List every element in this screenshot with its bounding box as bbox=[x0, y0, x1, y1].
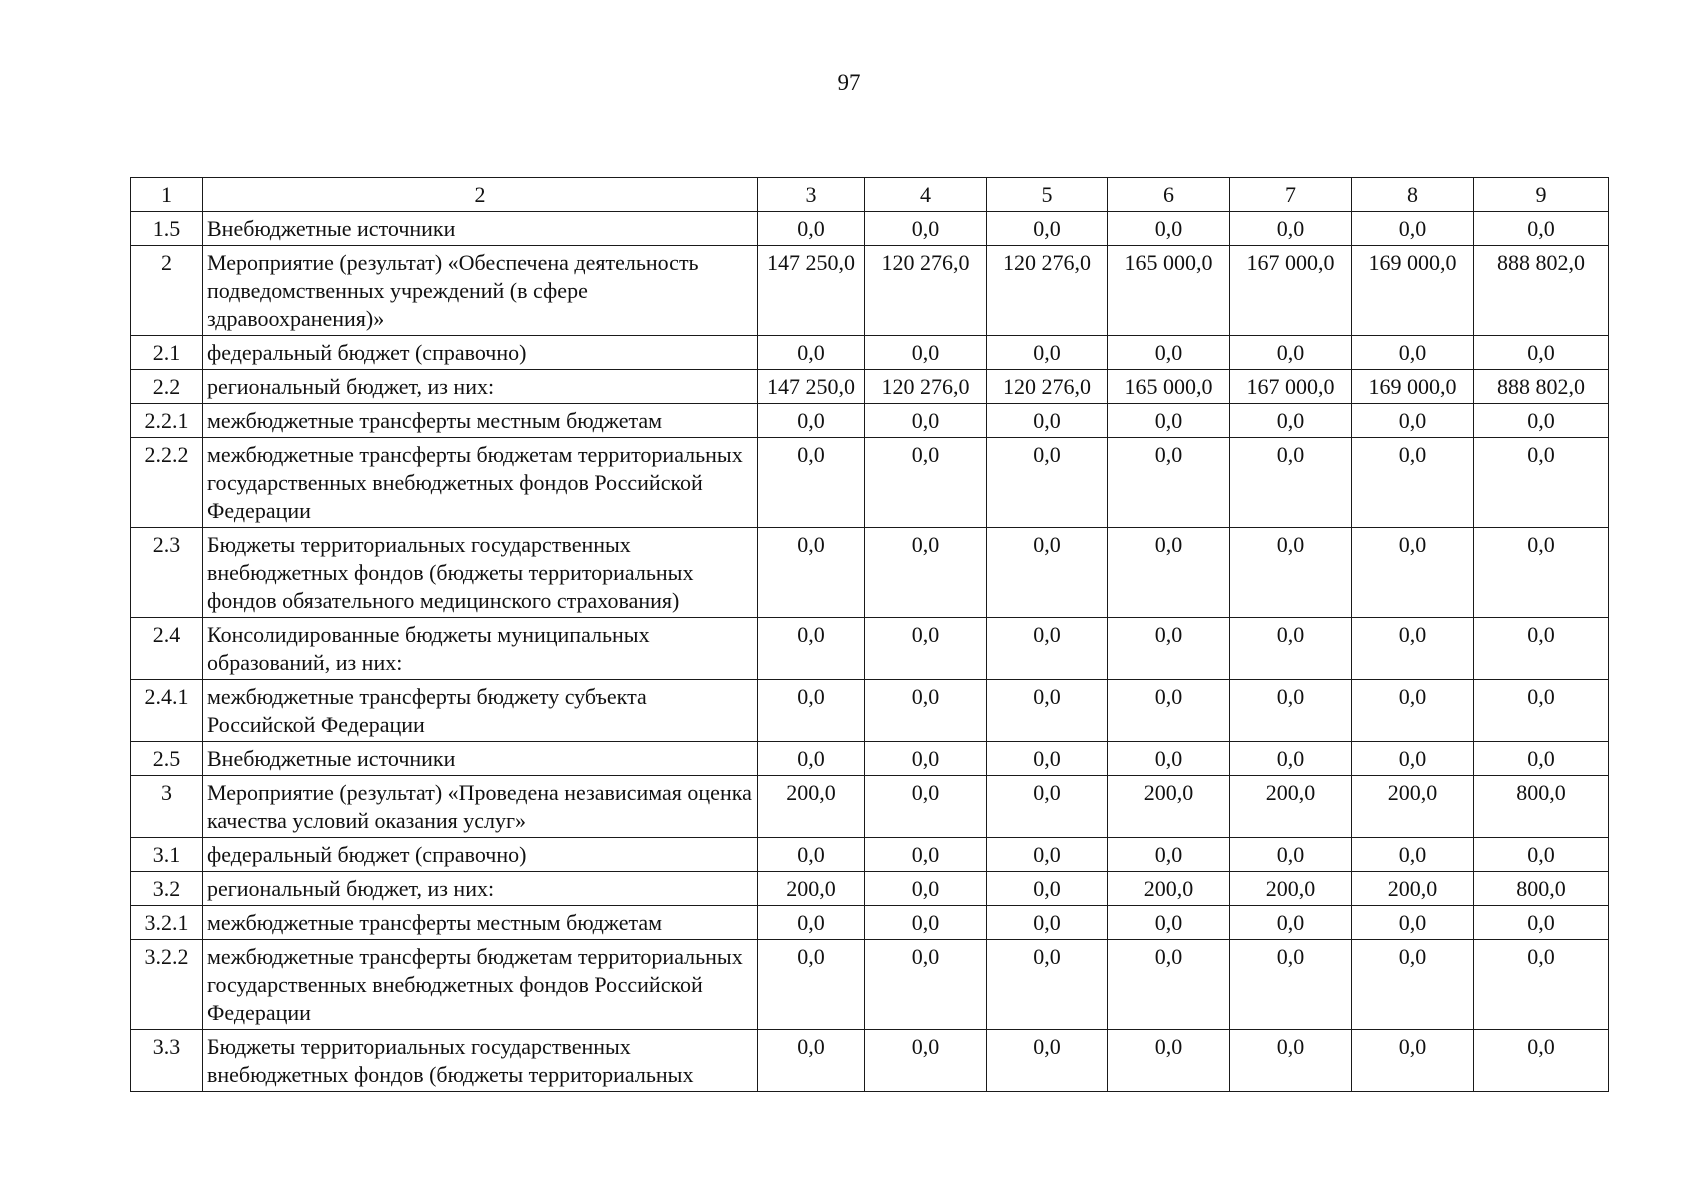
value-cell: 0,0 bbox=[1474, 906, 1609, 940]
value-cell: 120 276,0 bbox=[987, 370, 1108, 404]
value-cell: 167 000,0 bbox=[1230, 246, 1352, 336]
value-cell: 0,0 bbox=[987, 680, 1108, 742]
row-number: 3 bbox=[131, 776, 203, 838]
value-cell: 0,0 bbox=[1230, 838, 1352, 872]
value-cell: 0,0 bbox=[1108, 528, 1230, 618]
value-cell: 0,0 bbox=[987, 940, 1108, 1030]
table-row bbox=[131, 872, 1609, 906]
header-cell: 3 bbox=[758, 178, 865, 212]
table-body bbox=[131, 212, 1609, 1092]
value-cell: 200,0 bbox=[1230, 872, 1352, 906]
table-row bbox=[131, 906, 1609, 940]
value-cell: 0,0 bbox=[1108, 404, 1230, 438]
value-cell: 0,0 bbox=[1352, 680, 1474, 742]
table-row bbox=[131, 246, 1609, 336]
value-cell: 0,0 bbox=[1352, 438, 1474, 528]
value-cell: 0,0 bbox=[1108, 838, 1230, 872]
value-cell: 0,0 bbox=[758, 212, 865, 246]
value-cell: 0,0 bbox=[1474, 742, 1609, 776]
header-cell: 2 bbox=[203, 178, 758, 212]
value-cell: 888 802,0 bbox=[1474, 370, 1609, 404]
value-cell: 0,0 bbox=[758, 838, 865, 872]
table-row bbox=[131, 742, 1609, 776]
value-cell: 0,0 bbox=[1474, 838, 1609, 872]
table-row bbox=[131, 212, 1609, 246]
value-cell: 0,0 bbox=[1230, 940, 1352, 1030]
value-cell: 200,0 bbox=[1108, 776, 1230, 838]
value-cell: 0,0 bbox=[1108, 438, 1230, 528]
value-cell: 0,0 bbox=[1352, 336, 1474, 370]
row-number: 3.1 bbox=[131, 838, 203, 872]
row-number: 2.2 bbox=[131, 370, 203, 404]
table-row bbox=[131, 370, 1609, 404]
value-cell: 0,0 bbox=[1108, 680, 1230, 742]
value-cell: 0,0 bbox=[987, 776, 1108, 838]
row-number: 2 bbox=[131, 246, 203, 336]
row-name: Внебюджетные источники bbox=[203, 212, 758, 246]
value-cell: 0,0 bbox=[1108, 940, 1230, 1030]
value-cell: 0,0 bbox=[865, 438, 987, 528]
row-name: Мероприятие (результат) «Обеспечена деятельность подведомственных учреждений (в сфере здравоохранения)» bbox=[203, 246, 758, 336]
value-cell: 0,0 bbox=[865, 872, 987, 906]
table-row bbox=[131, 940, 1609, 1030]
value-cell: 0,0 bbox=[865, 838, 987, 872]
value-cell: 165 000,0 bbox=[1108, 246, 1230, 336]
value-cell: 0,0 bbox=[1352, 528, 1474, 618]
row-name: межбюджетные трансферты бюджету субъекта Российской Федерации bbox=[203, 680, 758, 742]
value-cell: 0,0 bbox=[987, 528, 1108, 618]
value-cell: 0,0 bbox=[1108, 1030, 1230, 1092]
value-cell: 0,0 bbox=[987, 618, 1108, 680]
value-cell: 0,0 bbox=[758, 906, 865, 940]
value-cell: 0,0 bbox=[758, 742, 865, 776]
row-name: межбюджетные трансферты бюджетам территориальных государственных внебюджетных фондов Российской Федерации bbox=[203, 438, 758, 528]
row-number: 2.3 bbox=[131, 528, 203, 618]
value-cell: 0,0 bbox=[987, 438, 1108, 528]
value-cell: 0,0 bbox=[758, 940, 865, 1030]
value-cell: 0,0 bbox=[1474, 940, 1609, 1030]
value-cell: 0,0 bbox=[865, 336, 987, 370]
value-cell: 0,0 bbox=[865, 680, 987, 742]
value-cell: 200,0 bbox=[1352, 776, 1474, 838]
value-cell: 0,0 bbox=[1474, 618, 1609, 680]
header-row bbox=[131, 178, 1609, 212]
value-cell: 0,0 bbox=[758, 1030, 865, 1092]
value-cell: 0,0 bbox=[1230, 336, 1352, 370]
value-cell: 0,0 bbox=[1230, 618, 1352, 680]
value-cell: 0,0 bbox=[1108, 906, 1230, 940]
value-cell: 169 000,0 bbox=[1352, 370, 1474, 404]
table-row bbox=[131, 404, 1609, 438]
value-cell: 0,0 bbox=[1352, 1030, 1474, 1092]
value-cell: 888 802,0 bbox=[1474, 246, 1609, 336]
value-cell: 0,0 bbox=[1474, 438, 1609, 528]
header-cell: 5 bbox=[987, 178, 1108, 212]
row-number: 3.2.2 bbox=[131, 940, 203, 1030]
value-cell: 0,0 bbox=[987, 1030, 1108, 1092]
header-cell: 4 bbox=[865, 178, 987, 212]
value-cell: 0,0 bbox=[1352, 742, 1474, 776]
row-number: 3.3 bbox=[131, 1030, 203, 1092]
value-cell: 165 000,0 bbox=[1108, 370, 1230, 404]
value-cell: 147 250,0 bbox=[758, 246, 865, 336]
table-row bbox=[131, 336, 1609, 370]
row-name: региональный бюджет, из них: bbox=[203, 370, 758, 404]
value-cell: 0,0 bbox=[1230, 404, 1352, 438]
row-name: Мероприятие (результат) «Проведена независимая оценка качества условий оказания услуг» bbox=[203, 776, 758, 838]
value-cell: 0,0 bbox=[1230, 1030, 1352, 1092]
row-name: межбюджетные трансферты бюджетам территориальных государственных внебюджетных фондов Российской Федерации bbox=[203, 940, 758, 1030]
row-name: Бюджеты территориальных государственных внебюджетных фондов (бюджеты территориальных bbox=[203, 1030, 758, 1092]
value-cell: 0,0 bbox=[758, 336, 865, 370]
value-cell: 200,0 bbox=[1108, 872, 1230, 906]
value-cell: 120 276,0 bbox=[987, 246, 1108, 336]
value-cell: 0,0 bbox=[865, 776, 987, 838]
row-name: федеральный бюджет (справочно) bbox=[203, 838, 758, 872]
value-cell: 200,0 bbox=[1352, 872, 1474, 906]
row-name: межбюджетные трансферты местным бюджетам bbox=[203, 906, 758, 940]
value-cell: 0,0 bbox=[865, 1030, 987, 1092]
value-cell: 0,0 bbox=[865, 212, 987, 246]
row-number: 3.2.1 bbox=[131, 906, 203, 940]
row-number: 2.1 bbox=[131, 336, 203, 370]
table-row bbox=[131, 438, 1609, 528]
value-cell: 0,0 bbox=[987, 838, 1108, 872]
row-number: 2.2.2 bbox=[131, 438, 203, 528]
value-cell: 0,0 bbox=[987, 742, 1108, 776]
value-cell: 169 000,0 bbox=[1352, 246, 1474, 336]
value-cell: 0,0 bbox=[758, 680, 865, 742]
value-cell: 0,0 bbox=[1352, 838, 1474, 872]
row-name: Консолидированные бюджеты муниципальных образований, из них: bbox=[203, 618, 758, 680]
value-cell: 0,0 bbox=[1474, 212, 1609, 246]
value-cell: 0,0 bbox=[1230, 680, 1352, 742]
row-number: 3.2 bbox=[131, 872, 203, 906]
value-cell: 0,0 bbox=[1352, 906, 1474, 940]
value-cell: 0,0 bbox=[987, 906, 1108, 940]
row-number: 2.5 bbox=[131, 742, 203, 776]
value-cell: 0,0 bbox=[865, 528, 987, 618]
table-row bbox=[131, 838, 1609, 872]
row-name: региональный бюджет, из них: bbox=[203, 872, 758, 906]
row-number: 1.5 bbox=[131, 212, 203, 246]
value-cell: 0,0 bbox=[1230, 742, 1352, 776]
value-cell: 120 276,0 bbox=[865, 246, 987, 336]
value-cell: 0,0 bbox=[758, 618, 865, 680]
value-cell: 0,0 bbox=[1352, 404, 1474, 438]
table-row bbox=[131, 528, 1609, 618]
value-cell: 0,0 bbox=[1474, 336, 1609, 370]
table-row bbox=[131, 776, 1609, 838]
value-cell: 0,0 bbox=[758, 438, 865, 528]
value-cell: 0,0 bbox=[865, 618, 987, 680]
row-name: федеральный бюджет (справочно) bbox=[203, 336, 758, 370]
value-cell: 200,0 bbox=[758, 872, 865, 906]
value-cell: 0,0 bbox=[758, 404, 865, 438]
value-cell: 0,0 bbox=[1230, 528, 1352, 618]
value-cell: 0,0 bbox=[1230, 438, 1352, 528]
row-name: межбюджетные трансферты местным бюджетам bbox=[203, 404, 758, 438]
value-cell: 0,0 bbox=[987, 404, 1108, 438]
value-cell: 0,0 bbox=[865, 404, 987, 438]
value-cell: 800,0 bbox=[1474, 872, 1609, 906]
value-cell: 0,0 bbox=[987, 336, 1108, 370]
value-cell: 0,0 bbox=[1474, 528, 1609, 618]
value-cell: 167 000,0 bbox=[1230, 370, 1352, 404]
table-row bbox=[131, 618, 1609, 680]
value-cell: 200,0 bbox=[758, 776, 865, 838]
row-number: 2.4.1 bbox=[131, 680, 203, 742]
value-cell: 0,0 bbox=[1352, 212, 1474, 246]
header-cell: 8 bbox=[1352, 178, 1474, 212]
value-cell: 800,0 bbox=[1474, 776, 1609, 838]
value-cell: 0,0 bbox=[1474, 680, 1609, 742]
value-cell: 0,0 bbox=[1474, 404, 1609, 438]
value-cell: 0,0 bbox=[865, 906, 987, 940]
row-name: Внебюджетные источники bbox=[203, 742, 758, 776]
value-cell: 0,0 bbox=[865, 742, 987, 776]
header-cell: 7 bbox=[1230, 178, 1352, 212]
value-cell: 0,0 bbox=[1108, 336, 1230, 370]
table-row bbox=[131, 680, 1609, 742]
header-cell: 1 bbox=[131, 178, 203, 212]
budget-table bbox=[130, 177, 1609, 1092]
value-cell: 0,0 bbox=[1230, 212, 1352, 246]
value-cell: 120 276,0 bbox=[865, 370, 987, 404]
value-cell: 0,0 bbox=[987, 872, 1108, 906]
value-cell: 0,0 bbox=[1108, 212, 1230, 246]
value-cell: 147 250,0 bbox=[758, 370, 865, 404]
value-cell: 0,0 bbox=[1230, 906, 1352, 940]
header-cell: 6 bbox=[1108, 178, 1230, 212]
value-cell: 0,0 bbox=[1352, 618, 1474, 680]
value-cell: 0,0 bbox=[987, 212, 1108, 246]
page-number: 97 bbox=[837, 70, 861, 95]
header-cell: 9 bbox=[1474, 178, 1609, 212]
table-row bbox=[131, 1030, 1609, 1092]
value-cell: 0,0 bbox=[1474, 1030, 1609, 1092]
value-cell: 0,0 bbox=[1108, 618, 1230, 680]
value-cell: 0,0 bbox=[1352, 940, 1474, 1030]
row-name: Бюджеты территориальных государственных внебюджетных фондов (бюджеты территориальных фондов обязательного медицинского страхования) bbox=[203, 528, 758, 618]
value-cell: 0,0 bbox=[1108, 742, 1230, 776]
value-cell: 200,0 bbox=[1230, 776, 1352, 838]
value-cell: 0,0 bbox=[758, 528, 865, 618]
value-cell: 0,0 bbox=[865, 940, 987, 1030]
row-number: 2.4 bbox=[131, 618, 203, 680]
row-number: 2.2.1 bbox=[131, 404, 203, 438]
